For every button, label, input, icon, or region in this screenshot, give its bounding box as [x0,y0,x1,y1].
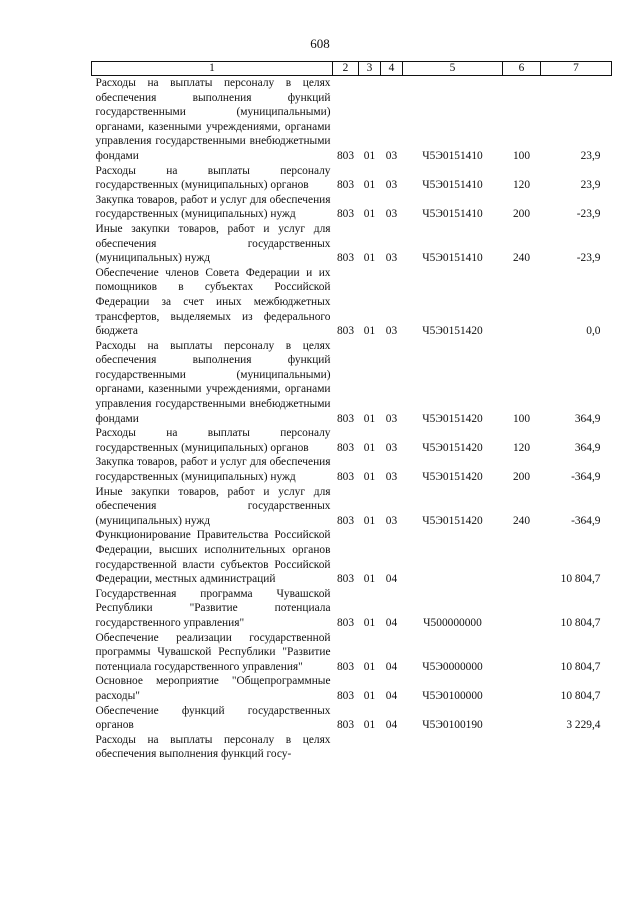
row-grbs-code: 803 [336,689,355,702]
budget-table [91,61,612,762]
table-header-row [92,62,612,76]
row-expense-type-code: 200 [512,208,531,221]
table-row [92,733,612,762]
table-row [92,455,612,484]
row-name: Государственная программа Чувашской Республики "Развитие потенциала государственного управления" [95,587,331,629]
row-expense-type-code: 100 [512,149,531,162]
row-section-code: 01 [363,208,376,221]
row-section-code: 01 [363,573,376,586]
row-grbs-code: 803 [336,616,355,629]
row-target-article-code: Ч5Э0000000 [422,660,483,673]
row-section-code: 01 [363,149,376,162]
row-target-article-code: Ч5Э0151420 [422,471,483,484]
row-target-article-code: Ч5Э0100190 [422,719,483,732]
column-header-2: 2 [333,62,359,76]
row-subsection-code: 03 [385,252,398,265]
table-row [92,266,612,339]
row-grbs-code: 803 [336,660,355,673]
row-subsection-code: 03 [385,149,398,162]
row-subsection-code: 04 [385,573,398,586]
row-section-code: 01 [363,616,376,629]
row-subsection-code: 04 [385,616,398,629]
row-grbs-code: 803 [336,441,355,454]
row-grbs-code: 803 [336,179,355,192]
row-subsection-code: 03 [385,471,398,484]
row-expense-type-code [503,674,541,703]
row-amount: 23,9 [580,149,601,162]
row-expense-type-code: 200 [512,471,531,484]
row-grbs-code: 803 [336,325,355,338]
row-target-article-code: Ч500000000 [423,616,482,629]
row-expense-type-code [503,528,541,586]
column-header-6: 6 [503,62,541,76]
row-expense-type-code: 240 [512,252,531,265]
row-name: Обеспечение функций государственных органов [95,704,331,732]
row-expense-type-code: 240 [512,514,531,527]
row-target-article-code: Ч5Э0151410 [422,252,483,265]
row-expense-type-code [503,631,541,675]
column-header-3: 3 [359,62,381,76]
table-row [92,193,612,222]
row-subsection-code: 03 [385,514,398,527]
row-expense-type-code: 120 [512,179,531,192]
row-subsection-code [381,733,403,762]
row-section-code: 01 [363,719,376,732]
row-section-code: 01 [363,252,376,265]
row-name: Закупка товаров, работ и услуг для обеспечения государственных (муниципальных) нужд [95,456,331,484]
row-amount: 364,9 [574,412,601,425]
row-amount: 10 804,7 [560,689,601,702]
row-amount: -364,9 [571,471,601,484]
row-amount: 10 804,7 [560,616,601,629]
table-row [92,76,612,164]
row-name: Расходы на выплаты персоналу государственных (муниципальных) органов [95,164,331,192]
row-section-code: 01 [363,514,376,527]
row-expense-type-code [503,587,541,631]
row-target-article-code: Ч5Э0151410 [422,149,483,162]
row-grbs-code: 803 [336,573,355,586]
row-grbs-code: 803 [336,719,355,732]
column-header-5: 5 [403,62,503,76]
table-row [92,164,612,193]
row-target-article-code: Ч5Э0151420 [422,325,483,338]
row-name: Обеспечение членов Совета Федерации и их помощников в субъектах Российской Федерации за счет иных межбюджетных трансфертов, выделяемых из федерального бюджета [95,266,331,338]
row-name: Расходы на выплаты персоналу государственных (муниципальных) органов [95,427,331,454]
row-amount: -364,9 [571,514,601,527]
row-subsection-code: 03 [385,441,398,454]
row-expense-type-code [503,704,541,733]
row-grbs-code: 803 [336,412,355,425]
row-grbs-code: 803 [336,208,355,221]
row-subsection-code: 03 [385,179,398,192]
row-name: Основное мероприятие "Общепрограммные расходы" [95,675,331,702]
row-amount: 364,9 [574,441,601,454]
row-section-code [359,733,381,762]
column-header-4: 4 [381,62,403,76]
row-subsection-code: 04 [385,719,398,732]
row-name: Расходы на выплаты персоналу в целях обеспечения выполнения функций госу- [95,733,331,761]
row-target-article-code [403,528,503,586]
table-row [92,704,612,733]
row-target-article-code: Ч5Э0151420 [422,412,483,425]
page-number: 608 [310,36,330,51]
row-amount: -23,9 [576,208,601,221]
row-target-article-code: Ч5Э0151420 [422,441,483,454]
row-amount: -23,9 [576,252,601,265]
table-row [92,674,612,703]
row-section-code: 01 [363,689,376,702]
row-expense-type-code [503,733,541,762]
row-grbs-code: 803 [336,514,355,527]
row-grbs-code [333,733,359,762]
row-amount: 3 229,4 [566,719,601,732]
row-section-code: 01 [363,660,376,673]
row-name: Расходы на выплаты персоналу в целях обеспечения выполнения функций государственными (муниципальными) органами, казенными учреждениями, органами управления государственными внебюджетными фондами [95,77,331,162]
row-name: Иные закупки товаров, работ и услуг для обеспечения государственных (муниципальных) нужд [95,485,331,527]
row-amount [541,733,612,762]
row-name: Иные закупки товаров, работ и услуг для обеспечения государственных (муниципальных) нужд [95,222,331,265]
row-grbs-code: 803 [336,471,355,484]
row-subsection-code: 03 [385,208,398,221]
row-amount: 0,0 [586,325,601,338]
row-amount: 10 804,7 [560,573,601,586]
row-target-article-code: Ч5Э0100000 [422,689,483,702]
row-subsection-code: 03 [385,325,398,338]
row-target-article-code: Ч5Э0151410 [422,179,483,192]
row-subsection-code: 04 [385,660,398,673]
row-section-code: 01 [363,179,376,192]
row-name: Функционирование Правительства Российской Федерации, высших исполнительных органов государственной власти субъектов Российской Федерации, местных администраций [95,529,331,586]
row-expense-type-code: 120 [512,441,531,454]
row-name: Обеспечение реализации государственной программы Чувашской Республики "Развитие потенциала государственного управления" [95,631,331,673]
row-target-article-code: Ч5Э0151410 [422,208,483,221]
table-row [92,528,612,586]
row-amount: 10 804,7 [560,660,601,673]
row-section-code: 01 [363,412,376,425]
row-amount: 23,9 [580,179,601,192]
row-name: Расходы на выплаты персоналу в целях обеспечения выполнения функций государственными (муниципальными) органами, казенными учреждениями, органами управления государственными внебюджетными фондами [95,339,331,425]
row-section-code: 01 [363,325,376,338]
column-header-1: 1 [92,62,333,76]
table-row [92,339,612,427]
table-row [92,426,612,455]
row-expense-type-code [503,266,541,339]
row-name: Закупка товаров, работ и услуг для обеспечения государственных (муниципальных) нужд [95,193,331,221]
row-section-code: 01 [363,471,376,484]
table-row [92,631,612,675]
row-target-article-code [403,733,503,762]
table-row [92,587,612,631]
row-expense-type-code: 100 [512,412,531,425]
column-header-7: 7 [541,62,612,76]
row-grbs-code: 803 [336,252,355,265]
row-grbs-code: 803 [336,149,355,162]
row-subsection-code: 04 [385,689,398,702]
table-row [92,222,612,266]
row-section-code: 01 [363,441,376,454]
row-subsection-code: 03 [385,412,398,425]
row-target-article-code: Ч5Э0151420 [422,514,483,527]
table-row [92,485,612,529]
